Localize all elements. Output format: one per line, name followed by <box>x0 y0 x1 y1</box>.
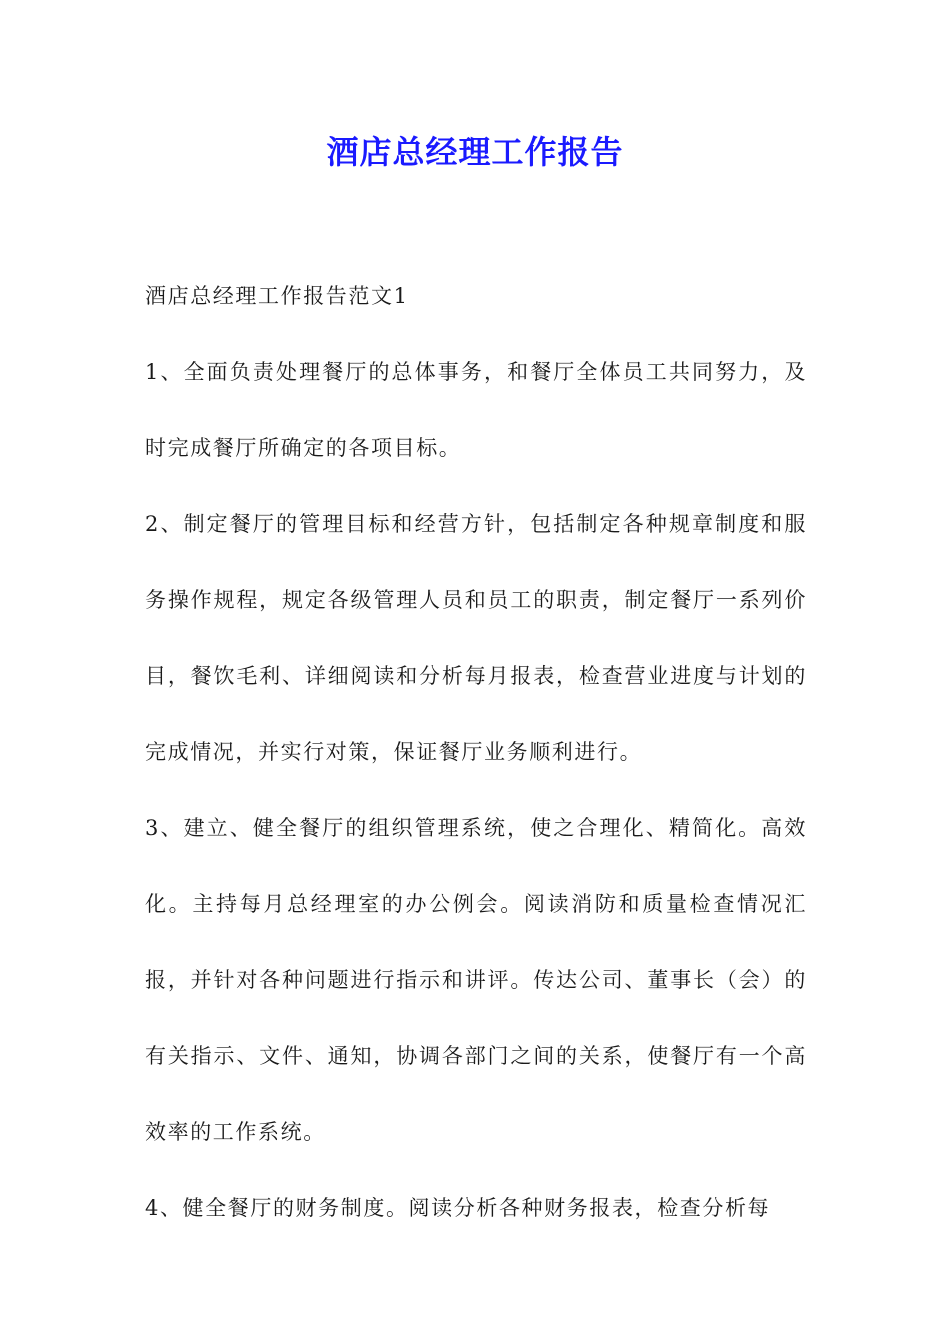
paragraph-1: 1、全面负责处理餐厅的总体事务，和餐厅全体员工共同努力，及时完成餐厅所确定的各项目标。 <box>145 360 807 460</box>
document-body <box>145 258 807 1246</box>
document-title: 酒店总经理工作报告 <box>326 133 624 171</box>
paragraph-subtitle: 酒店总经理工作报告范文1 <box>145 284 409 308</box>
paragraph-4: 4、健全餐厅的财务制度。阅读分析各种财务报表，检查分析每 <box>145 1196 771 1220</box>
paragraph-3: 3、建立、健全餐厅的组织管理系统，使之合理化、精简化。高效化。主持每月总经理室的办公例会。阅读消防和质量检查情况汇报，并针对各种问题进行指示和讲评。传达公司、董事长（会）的有关指示、文件、通知，协调各部门之间的关系，使餐厅有一个高效率的工作系统。 <box>145 816 807 1144</box>
paragraph-2: 2、制定餐厅的管理目标和经营方针，包括制定各种规章制度和服务操作规程，规定各级管理人员和员工的职责，制定餐厅一系列价目，餐饮毛利、详细阅读和分析每月报表，检查营业进度与计划的完成情况，并实行对策，保证餐厅业务顺利进行。 <box>145 512 807 764</box>
